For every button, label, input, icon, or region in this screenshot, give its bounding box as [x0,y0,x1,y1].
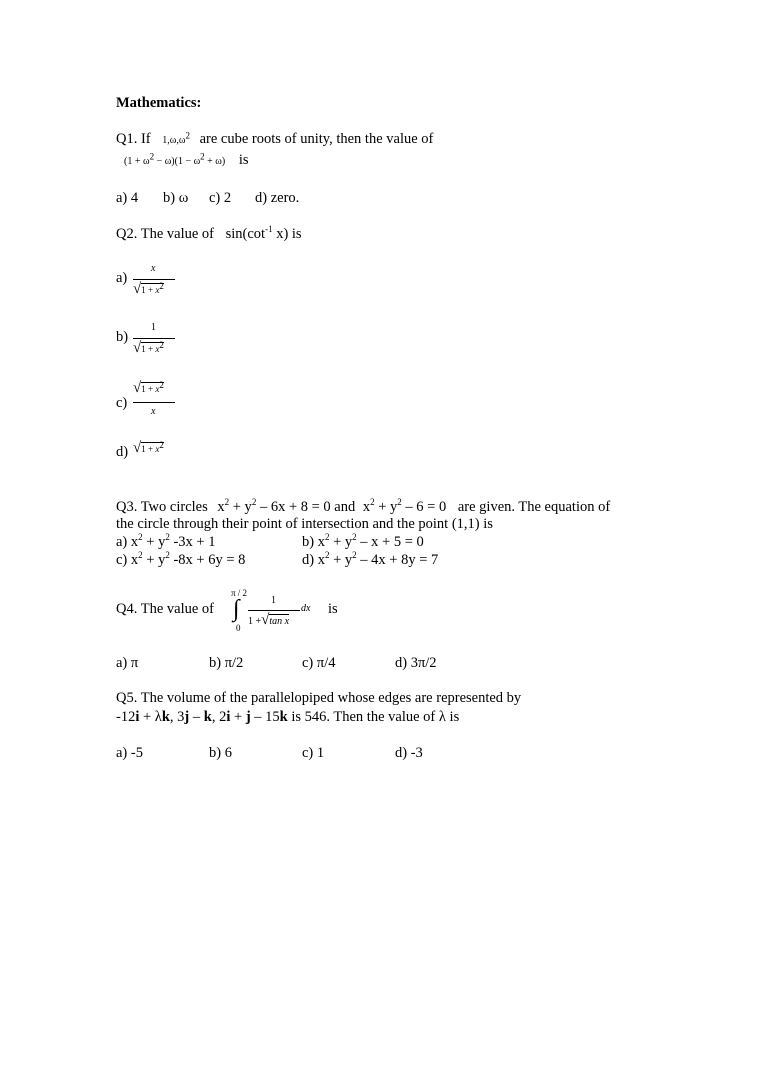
q1-option-a: a) 4 [116,190,139,206]
q5-option-a: a) -5 [116,745,143,761]
q3-statement-line-2: the circle through their point of intersection and the point (1,1) is [116,516,493,532]
q4-fraction-bar [248,610,300,611]
q3-option-d: d) $x^2 + y^2 - 4x + 8y = 7$ [302,550,439,568]
q3-option-c: c) $x^2 + y^2$ -8x + 6y = 8 [116,550,246,568]
q2-statement: Q2. The value of $\sin(\cot^{-1}$ x) is [116,224,302,242]
q1-tail: are cube roots of unity, then the value of [199,131,434,147]
q2-option-a-denominator: $√1 + x^2$ [133,281,164,297]
q4-option-c: c) π/4 [302,655,336,671]
q1-lead: Q1. If [116,131,151,147]
q1-option-b: b) ω [163,190,189,206]
q5-statement: Q5. The volume of the parallelopiped whose edges are represented by [116,690,522,706]
q3-statement: Q3. Two circles $x^2 + y^2 - 6x + 8 = 0$ and $x^2 + y^2 - 6 = 0$ are given. The equation of [116,497,611,515]
q2-option-b-numerator: 1 [151,322,156,333]
q3-option-a: a) $x^2 + y^2$ -3x + 1 [116,532,216,550]
q1-is: is [238,152,249,168]
q2-option-a-fraction-bar [133,279,175,280]
section-title: Mathematics: [116,95,202,111]
q4-option-d: d) 3π/2 [395,655,437,671]
q3-option-b: b) $x^2 + y^2 - x + 5 = 0$ [302,532,424,550]
q4-lead: Q4. The value of [116,601,214,617]
q5-option-b: b) 6 [209,745,232,761]
q4-denominator: 1 +√tan x [248,612,290,628]
q1-expression: $(1 + \omega^2 - \omega)(1 - \omega^2 + \omega)$ is [124,151,249,168]
q1-statement [116,132,433,147]
q2-option-b-label: b) [116,329,129,345]
integral-sign: ∫ [233,596,240,622]
q2-option-c-label: c) [116,395,128,411]
q2-option-d-expression: $√1 + x^2$ [133,440,164,456]
q4-option-a: a) π [116,655,139,671]
q2-option-b-denominator: $√1 + x^2$ [133,340,164,356]
q2-option-a-numerator: x [151,263,156,274]
q4-option-b: b) π/2 [209,655,244,671]
q4-upper-limit: π / 2 [231,588,248,598]
q1-roots: $1,\omega,\omega^2$ [162,130,190,146]
q3-circle-2: $x^2 + y^2 - 6 = 0$ [362,497,447,515]
q2-option-d-label: d) [116,444,129,460]
q2-option-c-denominator: x [151,406,156,417]
q5-vectors: -12i + λk, 3j – k, 2i + j – 15k is 546. Then the value of λ is [116,709,460,725]
q4-lower-limit: 0 [236,623,241,633]
q2-expression: $\sin(\cot^{-1}$ x) is [225,224,302,242]
q4-numerator: 1 [271,595,276,606]
q1-option-d: d) zero. [255,190,300,206]
q5-option-d: d) -3 [395,745,423,761]
q2-option-c-fraction-bar [133,402,175,403]
q2-option-c-numerator: $√1 + x^2$ [133,380,164,396]
q2-option-a-label: a) [116,270,128,286]
q2-option-b-fraction-bar [133,338,175,339]
q5-option-c: c) 1 [302,745,325,761]
q4-is: is [328,601,338,617]
q4-dx: dx [301,603,311,614]
q3-circle-1: $x^2 + y^2 - 6x + 8 = 0$ and [217,497,356,515]
q1-option-c: c) 2 [209,190,232,206]
